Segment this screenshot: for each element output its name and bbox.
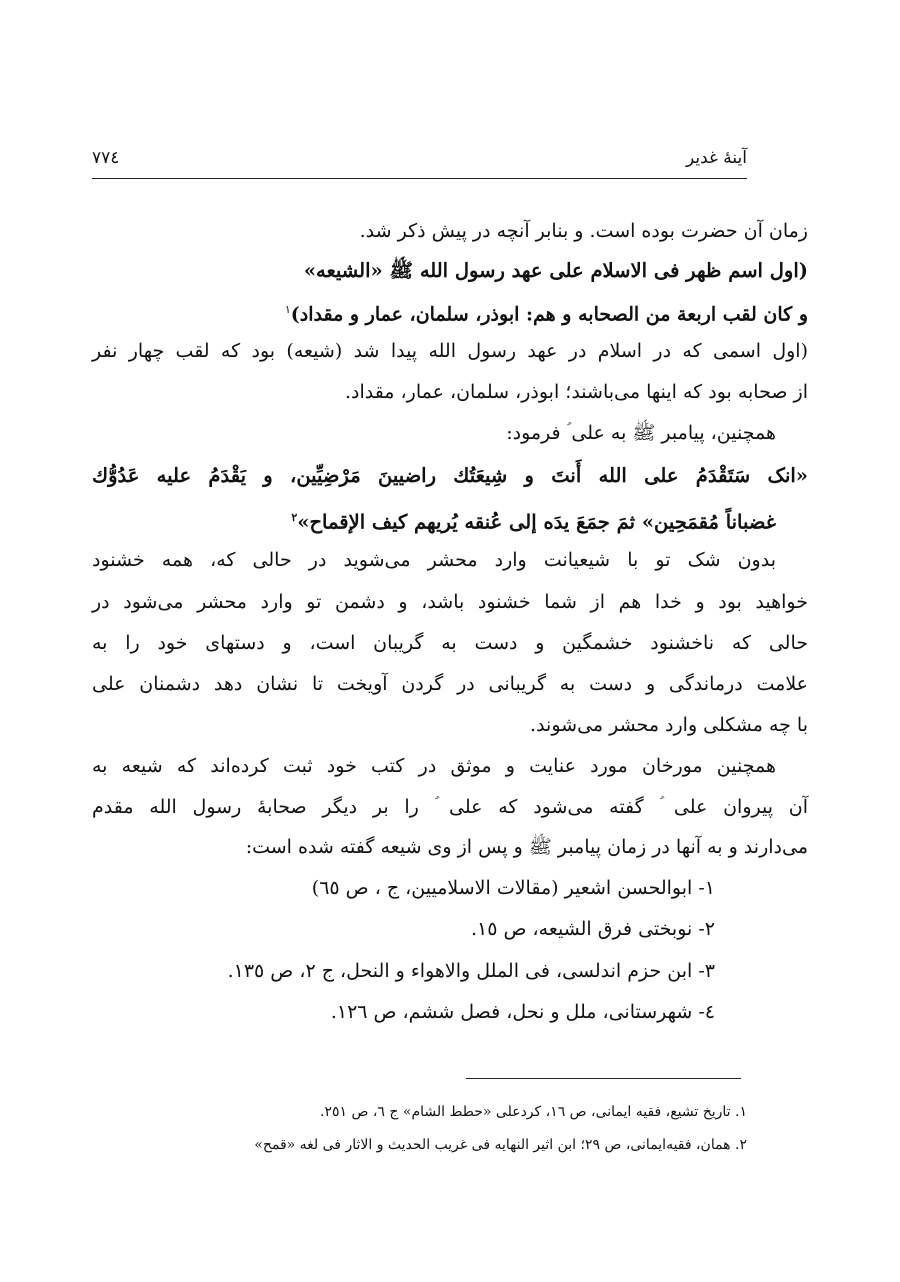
hadith-line [291, 503, 776, 538]
arabic-quote-line: (اول اسم ظهر فی الاسلام علی عهد رسول الله ﷺ «الشیعه» [303, 259, 808, 282]
text-line: آن پیروان علی ؑ گفته می‌شود که علی ؑ را بر دیگر صحابهٔ رسول الله مقدم [92, 796, 808, 818]
text-line: همچنین مورخان مورد عنایت و موثق در کتب خود ثبت کرده‌اند که شیعه به [92, 755, 776, 777]
text-line [285, 295, 808, 329]
list-item: ٢- نوبختی فرق الشیعه، ص ١٥. [470, 918, 715, 940]
footnote-text: . تاریخ تشیع، فقیه ایمانی، ص ١٦، کردعلی «حطط الشام» ج ٦، ص ٢٥١. [320, 1104, 740, 1120]
text-line: می‌دارند و به آنها در زمان پیامبر ﷺ و پس از وی شیعه گفته شده است: [245, 836, 808, 858]
footnote [320, 1101, 747, 1123]
text-line: همچنین، پیامبر ﷺ به علی ؑ فرمود: [506, 422, 776, 444]
running-header [92, 146, 747, 179]
footnote-marker: ١ [284, 303, 291, 316]
quote-text: و کان لقب اربعة من الصحابه و هم: ابوذر، سلمان، عمار و مقداد) [290, 303, 808, 326]
list-item: ٣- ابن حزم اندلسی، فی الملل والاهواء و النحل، ج ٢، ص ١٣٥. [227, 960, 715, 982]
hadith-line: «انک سَتَقْدَمُ علی الله أَنتَ و شِیعَتُك راضیینَ مَرْضِیِّین، و یَقْدَمُ علیه عَدُوُّك [92, 464, 808, 487]
text-line: از صحابه بود که اینها می‌باشند؛ ابوذر، سلمان، عمار، مقداد. [344, 381, 808, 403]
list-item: ٤- شهرستانی، ملل و نحل، فصل ششم، ص ١٢٦. [330, 1001, 715, 1023]
text-line: (اول اسمی که در اسلام در عهد رسول الله پیدا شد (شیعه) بود که لقب چهار نفر [92, 340, 808, 362]
footnote-text: . همان، فقیه‌ایمانی، ص ٢٩؛ ابن اثیر النهایه فی غریب الحدیث و الاثار فی لغه «قمح» [254, 1137, 740, 1153]
page-number: ٧٧٤ [92, 148, 120, 168]
footnote-marker: ٢ [291, 511, 298, 524]
text-line: با چه مشکلی وارد محشر می‌شوند. [530, 714, 808, 736]
book-title: آینهٔ غدیر [685, 148, 747, 168]
text-line: خواهید بود و خدا هم از شما خشنود باشد، و دشمن تو وارد محشر می‌شود در [92, 591, 808, 613]
footnote-number: ٢ [739, 1137, 747, 1153]
footnote-divider [466, 1078, 741, 1079]
footnote-number: ١ [739, 1104, 747, 1120]
text-line: زمان آن حضرت بوده است. و بنابر آنچه در پیش ذکر شد. [359, 220, 808, 242]
text-line: بدون شک تو با شیعیانت وارد محشر می‌شوید در حالی که، همه خشنود [92, 549, 776, 571]
hadith-text: غضباناً مُقمَحِین» ثمَ جمَعَ یدَه إلی عُنقه یُریهم کیف الإقماح» [297, 510, 776, 534]
text-line: حالی که ناخشنود خشمگین و دست به گریبان است، و دستهای خود را به [92, 632, 808, 654]
text-line: علامت درماندگی و دست به گریبانی در گردن آویخت تا نشان دهد دشمنان علی [92, 673, 808, 695]
list-item: ١- ابوالحسن اشعیر (مقالات الاسلامیین، ج ، ص ٦٥) [311, 877, 715, 899]
footnote [254, 1134, 747, 1156]
